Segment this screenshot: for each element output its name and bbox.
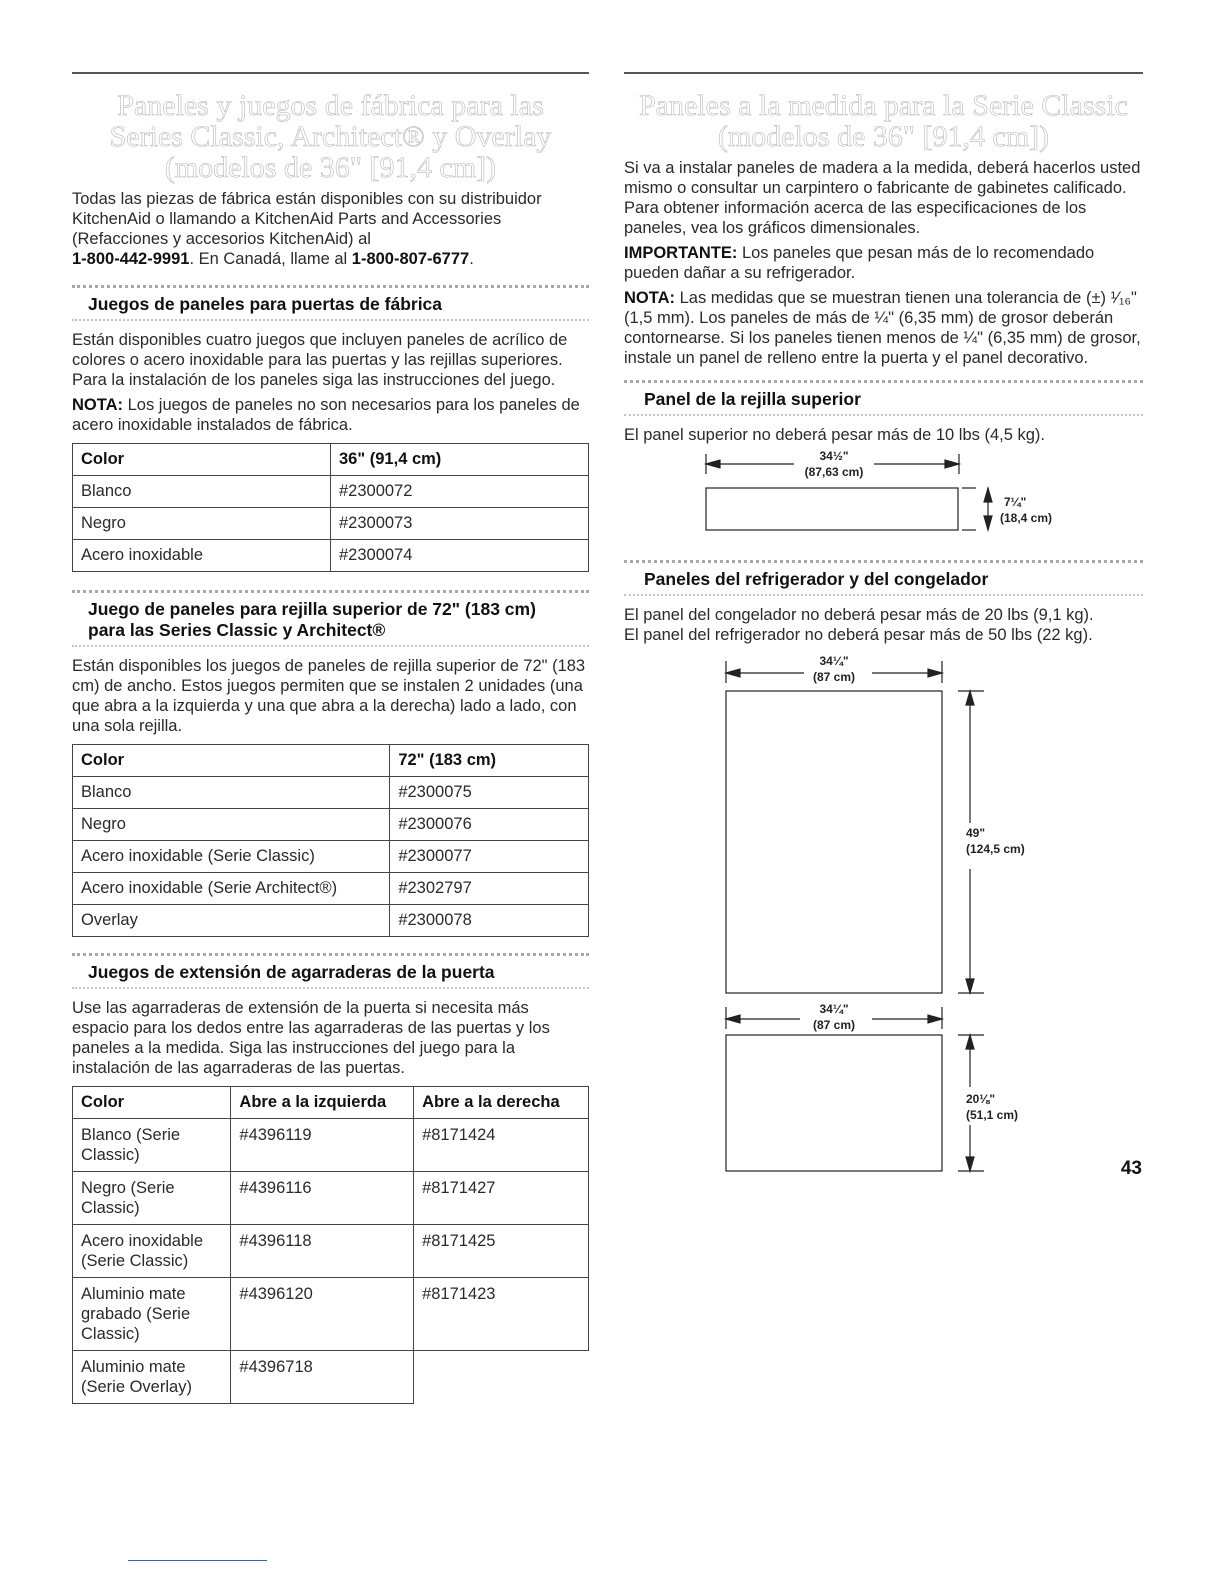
section-header-door-panels: Paneles del refrigerador y del congelador bbox=[624, 560, 1143, 596]
table-row: Acero inoxidable (Serie Classic) #4396118 #8171425 bbox=[73, 1225, 589, 1278]
top-grille-weight-text: El panel superior no deberá pesar más de 10 lbs (4,5 kg). bbox=[624, 426, 1045, 444]
table-row: Blanco #2300072 bbox=[73, 476, 589, 508]
arrow-down-icon bbox=[984, 516, 992, 530]
freezer-weight-text: El panel del congelador no deberá pesar más de 20 lbs (9,1 kg). bbox=[624, 606, 1094, 624]
section-hero-title: Paneles a la medida para la Serie Classic (modelos de 36" [91,4 cm]) bbox=[639, 89, 1128, 153]
freezer-height-cm-label: (51,1 cm) bbox=[966, 1108, 1019, 1122]
arrow-left-icon bbox=[706, 460, 720, 468]
section-header-handle-kits: Juegos de extensión de agarraderas de la puerta bbox=[72, 953, 589, 989]
table-row: Negro #2300073 bbox=[73, 508, 589, 540]
grille-kits-table bbox=[72, 744, 589, 937]
arrow-up-icon bbox=[966, 1035, 974, 1049]
table-header-row: Color 36" (91,4 cm) bbox=[73, 444, 589, 476]
important-notice: IMPORTANTE: Los paneles que pesan más de lo recomendado pueden dañar a su refrigerador. bbox=[624, 244, 1095, 282]
custom-panels-paragraph: Si va a instalar paneles de madera a la medida, deberá hacerlos usted mismo o consultar un carpintero o fabricante de gabinetes calificado. Para obtener información acerca de las especificaciones de los paneles, vea los gráficos dimensionales. bbox=[624, 159, 1141, 237]
table-row: Blanco (Serie Classic) #4396119 #8171424 bbox=[73, 1119, 589, 1172]
arrow-down-icon bbox=[966, 1157, 974, 1171]
table-row: Acero inoxidable (Serie Architect®) #2302797 bbox=[73, 873, 589, 905]
bottom-link-rule bbox=[128, 1560, 267, 1561]
section-hero-title: Paneles y juegos de fábrica para las Series Classic, Architect® y Overlay (modelos de 36" [91,4 cm]) bbox=[109, 89, 552, 184]
door-kits-paragraph: Están disponibles cuatro juegos que incluyen paneles de acrílico de colores o acero inoxidable para las puertas y las rejillas superiores. Para la instalación de los paneles siga las instrucciones del juego. bbox=[72, 331, 568, 389]
arrow-right-icon bbox=[928, 1015, 942, 1023]
door-panels-dimension-diagram bbox=[624, 655, 1143, 1185]
tolerance-note: NOTA: Las medidas que se muestran tienen una tolerancia de (±) ¹⁄₁₆" (1,5 mm). Los paneles de más de ¼" (6,35 mm) de grosor deberán contornearse. Si los paneles tienen menos de ¼" (6,35 mm) de grosor, instale un panel de relleno entre la puerta y el panel decorativo. bbox=[624, 289, 1141, 367]
arrow-left-icon bbox=[726, 1015, 740, 1023]
top-rule bbox=[624, 72, 1143, 74]
arrow-left-icon bbox=[726, 669, 740, 677]
table-row: Aluminio mate (Serie Overlay) #4396718 bbox=[73, 1351, 589, 1404]
table-header-row: Color 72" (183 cm) bbox=[73, 745, 589, 777]
grille-kits-paragraph: Están disponibles los juegos de paneles de rejilla superior de 72" (183 cm) de ancho. Estos juegos permiten que se instalen 2 unidades (una que abra a la izquierda y una que abra a la derecha) lado a lado, con una sola rejilla. bbox=[72, 657, 586, 735]
section-header-top-grille-panel: Panel de la rejilla superior bbox=[624, 380, 1143, 416]
width-inches-label: 34½" bbox=[819, 450, 849, 463]
freezer-width-inches-label: 34¼" bbox=[819, 1002, 849, 1016]
top-grille-panel-outline bbox=[706, 488, 958, 530]
fridge-height-inches-label: 49" bbox=[966, 826, 986, 840]
handle-kits-paragraph: Use las agarraderas de extensión de la puerta si necesita más espacio para los dedos entre las agarraderas de las puertas y los paneles a la medida. Siga las instrucciones del juego para la instalación de las agarraderas de las puertas. bbox=[72, 999, 550, 1077]
table-row: Acero inoxidable #2300074 bbox=[73, 540, 589, 572]
page-number: 43 bbox=[1120, 1158, 1142, 1179]
section-header-door-kits: Juegos de paneles para puertas de fábrica bbox=[72, 285, 589, 321]
table-row: Blanco #2300075 bbox=[73, 777, 589, 809]
arrow-right-icon bbox=[928, 669, 942, 677]
fridge-height-cm-label: (124,5 cm) bbox=[966, 842, 1025, 856]
height-inches-label: 7¼" bbox=[1004, 495, 1027, 509]
phone-number: 1-800-442-9991 bbox=[72, 250, 190, 268]
refrigerator-panel-outline bbox=[726, 691, 942, 993]
left-column bbox=[72, 72, 589, 1408]
door-kits-table bbox=[72, 443, 589, 572]
arrow-right-icon bbox=[945, 460, 959, 468]
table-row: Negro #2300076 bbox=[73, 809, 589, 841]
freezer-height-inches-label: 20⅛" bbox=[966, 1092, 996, 1106]
freezer-width-cm-label: (87 cm) bbox=[812, 1018, 856, 1032]
section-header-grille-kits: Juego de paneles para rejilla superior de 72" (183 cm) para las Series Classic y Architect® bbox=[72, 590, 589, 647]
top-rule bbox=[72, 72, 589, 74]
arrow-down-icon bbox=[966, 979, 974, 993]
table-row: Aluminio mate grabado (Serie Classic) #4396120 #8171423 bbox=[73, 1278, 589, 1351]
top-grille-dimension-diagram bbox=[624, 450, 1143, 550]
table-row: Negro (Serie Classic) #4396116 #8171427 bbox=[73, 1172, 589, 1225]
freezer-panel-outline bbox=[726, 1035, 942, 1171]
table-row: Overlay #2300078 bbox=[73, 905, 589, 937]
door-kits-note: NOTA: Los juegos de paneles no son necesarios para los paneles de acero inoxidable instalados de fábrica. bbox=[72, 396, 580, 434]
handle-kits-table bbox=[72, 1086, 589, 1404]
phone-number-canada: 1-800-807-6777 bbox=[351, 250, 470, 268]
right-column bbox=[624, 72, 1143, 1185]
height-cm-label: (18,4 cm) bbox=[1000, 511, 1053, 525]
width-cm-label: (87,63 cm) bbox=[804, 465, 864, 479]
table-header-row: Color Abre a la izquierda Abre a la derecha bbox=[73, 1087, 589, 1119]
fridge-width-cm-label: (87 cm) bbox=[812, 670, 856, 684]
fridge-weight-text: El panel del refrigerador no deberá pesar más de 50 lbs (22 kg). bbox=[624, 626, 1093, 644]
intro-paragraph: Todas las piezas de fábrica están disponibles con su distribuidor KitchenAid o llamando a KitchenAid Parts and Accessories (Refacciones y accesorios KitchenAid) al 1-800-442-9991. En Canadá, llame al 1-800-807-6777. bbox=[72, 190, 542, 268]
arrow-up-icon bbox=[984, 488, 992, 502]
fridge-width-inches-label: 34¼" bbox=[819, 655, 849, 668]
arrow-up-icon bbox=[966, 691, 974, 705]
table-row: Acero inoxidable (Serie Classic) #2300077 bbox=[73, 841, 589, 873]
